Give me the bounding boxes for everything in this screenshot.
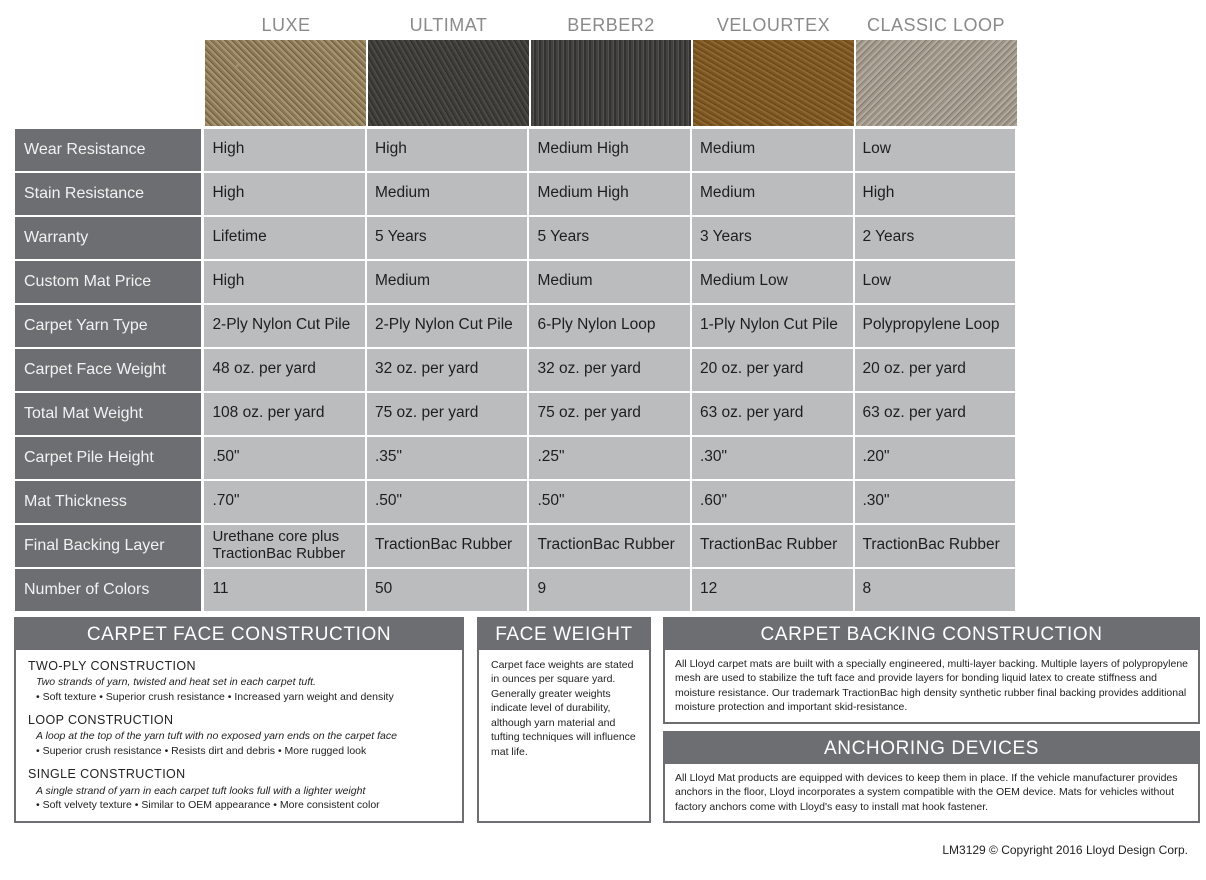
table-cell: .50": [367, 481, 528, 523]
carpet-face-construction-title: CARPET FACE CONSTRUCTION: [16, 619, 462, 650]
table-cell: Medium Low: [692, 261, 853, 303]
table-cell: .60": [692, 481, 853, 523]
section-description: Two strands of yarn, twisted and heat set in each carpet tuft.: [36, 676, 316, 689]
table-cell: Medium High: [529, 173, 690, 215]
loop-section: [28, 712, 450, 758]
face-weight-title: FACE WEIGHT: [479, 619, 649, 650]
section-bullets: • Superior crush resistance • Resists dirt and debris • More rugged look: [36, 744, 367, 757]
product-header-ultimat: ULTIMAT: [409, 15, 488, 35]
table-row: [15, 349, 1017, 391]
table-cell: 75 oz. per yard: [367, 393, 528, 435]
row-label: Wear Resistance: [15, 129, 201, 171]
section-heading: TWO-PLY CONSTRUCTION: [28, 659, 196, 673]
table-cell: 2-Ply Nylon Cut Pile: [367, 305, 528, 347]
row-label: Final Backing Layer: [15, 525, 201, 567]
anchoring-devices-box: [663, 731, 1200, 823]
two-ply-section: [28, 658, 450, 704]
swatch-ultimat: [368, 40, 529, 126]
table-cell: High: [855, 173, 1016, 215]
product-headers: [205, 10, 1017, 40]
table-cell: 48 oz. per yard: [204, 349, 365, 391]
section-bullets: • Soft velvety texture • Similar to OEM appearance • More consistent color: [36, 799, 380, 812]
section-description: A single strand of yarn in each carpet tuft looks full with a lighter weight: [36, 784, 366, 797]
table-cell: 5 Years: [529, 217, 690, 259]
product-header-berber2: BERBER2: [567, 15, 655, 35]
product-header-velourtex: VELOURTEX: [716, 15, 831, 35]
table-cell: Medium: [367, 261, 528, 303]
section-description: A loop at the top of the yarn tuft with no exposed yarn ends on the carpet face: [36, 730, 397, 743]
table-cell: Low: [855, 129, 1016, 171]
table-row: [15, 305, 1017, 347]
anchoring-devices-body: All Lloyd Mat products are equipped with devices to keep them in place. If the vehicle manufacturer provides anchors in the floor, Lloyd incorporates a system compatible with the OEM device. Mats for vehicles without factory anchors come with Lloyd's easy to install mat hook fastener.: [675, 772, 1178, 813]
table-row: [15, 173, 1017, 215]
table-row: [15, 129, 1017, 171]
table-cell: Medium: [692, 129, 853, 171]
row-label: Warranty: [15, 217, 201, 259]
table-cell: .50": [204, 437, 365, 479]
carpet-face-construction-box: [14, 617, 464, 823]
table-cell: Lifetime: [204, 217, 365, 259]
table-cell: 2 Years: [855, 217, 1016, 259]
table-cell: .50": [529, 481, 690, 523]
table-cell: High: [204, 129, 365, 171]
row-label: Total Mat Weight: [15, 393, 201, 435]
row-label: Carpet Face Weight: [15, 349, 201, 391]
anchoring-devices-title: ANCHORING DEVICES: [665, 733, 1198, 764]
table-cell: Medium: [692, 173, 853, 215]
table-cell: 108 oz. per yard: [204, 393, 365, 435]
swatch-velourtex: [693, 40, 854, 126]
table-cell: 32 oz. per yard: [529, 349, 690, 391]
section-heading: SINGLE CONSTRUCTION: [28, 767, 186, 782]
table-cell: 50: [367, 569, 528, 611]
table-row: [15, 437, 1017, 479]
section-heading: LOOP CONSTRUCTION: [28, 713, 174, 728]
swatch-luxe: [205, 40, 366, 126]
table-cell: .30": [855, 481, 1016, 523]
table-cell: Medium: [367, 173, 528, 215]
table-cell: 63 oz. per yard: [692, 393, 853, 435]
table-cell: TractionBac Rubber: [529, 525, 690, 567]
table-cell: .25": [529, 437, 690, 479]
table-cell: Polypropylene Loop: [855, 305, 1016, 347]
table-row: [15, 525, 1017, 567]
table-cell: 3 Years: [692, 217, 853, 259]
table-cell: TractionBac Rubber: [692, 525, 853, 567]
table-cell: 12: [692, 569, 853, 611]
table-cell: Medium: [529, 261, 690, 303]
table-cell: 1-Ply Nylon Cut Pile: [692, 305, 853, 347]
table-cell: 11: [204, 569, 365, 611]
table-cell: TractionBac Rubber: [855, 525, 1016, 567]
carpet-backing-construction-title: CARPET BACKING CONSTRUCTION: [665, 619, 1198, 650]
table-cell: 63 oz. per yard: [855, 393, 1016, 435]
table-cell: .20": [855, 437, 1016, 479]
table-cell: 20 oz. per yard: [692, 349, 853, 391]
swatch-berber2: [531, 40, 692, 126]
table-cell: 20 oz. per yard: [855, 349, 1016, 391]
comparison-table: [15, 129, 1017, 613]
table-row: [15, 569, 1017, 611]
table-cell: Urethane core plus TractionBac Rubber: [204, 525, 365, 567]
table-cell: High: [204, 261, 365, 303]
row-label: Carpet Pile Height: [15, 437, 201, 479]
table-cell: 75 oz. per yard: [529, 393, 690, 435]
face-weight-box: [477, 617, 651, 823]
product-header-classic-loop: CLASSIC LOOP: [866, 15, 1006, 35]
table-cell: High: [204, 173, 365, 215]
table-row: [15, 481, 1017, 523]
single-section: [28, 766, 450, 812]
face-weight-body: Carpet face weights are stated in ounces per square yard. Generally greater weights indicate level of durability, although yarn material and tufting techniques will influence mat life.: [491, 659, 636, 758]
table-cell: .30": [692, 437, 853, 479]
table-cell: 32 oz. per yard: [367, 349, 528, 391]
table-cell: TractionBac Rubber: [367, 525, 528, 567]
carpet-backing-construction-body: All Lloyd carpet mats are built with a specially engineered, multi-layer backing. Multiple layers of polypropylene mesh are used to stabilize the tuft face and provide layers for bonding liquid latex to create stiffness and moisture resistance. Our trademark TractionBac high density synthetic rubber final backing provides additional moisture protection and important skid-resistance.: [675, 658, 1189, 714]
product-header-luxe: LUXE: [261, 15, 311, 35]
table-cell: Medium High: [529, 129, 690, 171]
row-label: Custom Mat Price: [15, 261, 201, 303]
section-bullets: • Soft texture • Superior crush resistance • Increased yarn weight and density: [36, 690, 394, 703]
table-row: [15, 217, 1017, 259]
table-cell: 5 Years: [367, 217, 528, 259]
row-label: Carpet Yarn Type: [15, 305, 201, 347]
table-cell: .70": [204, 481, 365, 523]
row-label: Stain Resistance: [15, 173, 201, 215]
carpet-backing-construction-box: [663, 617, 1200, 724]
swatch-classic-loop: [856, 40, 1017, 126]
table-row: [15, 261, 1017, 303]
table-cell: 2-Ply Nylon Cut Pile: [204, 305, 365, 347]
carpet-swatches: [205, 40, 1017, 126]
table-cell: 9: [529, 569, 690, 611]
table-cell: Low: [855, 261, 1016, 303]
table-cell: .35": [367, 437, 528, 479]
copyright-notice: LM3129 © Copyright 2016 Lloyd Design Corp.: [942, 843, 1188, 857]
table-row: [15, 393, 1017, 435]
table-cell: 8: [855, 569, 1016, 611]
row-label: Mat Thickness: [15, 481, 201, 523]
table-cell: High: [367, 129, 528, 171]
row-label: Number of Colors: [15, 569, 201, 611]
table-cell: 6-Ply Nylon Loop: [529, 305, 690, 347]
